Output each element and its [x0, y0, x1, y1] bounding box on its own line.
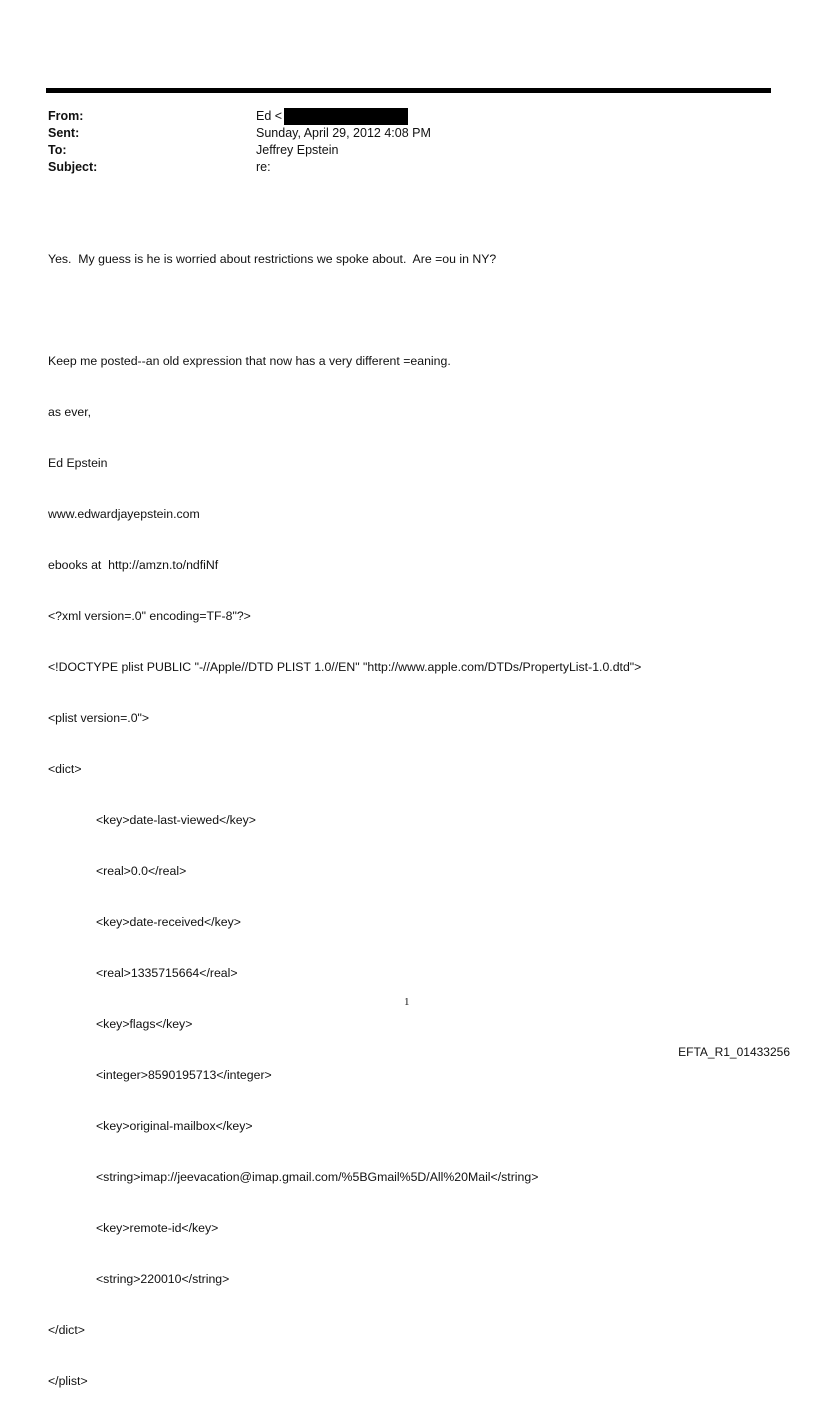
header-rule: [46, 88, 771, 93]
xml-line: <key>remote-id</key>: [96, 1221, 219, 1235]
xml-line: <integer>8590195713</integer>: [96, 1068, 272, 1082]
xml-line: <?xml version=.0" encoding=TF-8"?>: [48, 609, 251, 623]
subject-label: Subject:: [48, 160, 98, 174]
to-label: To:: [48, 143, 67, 157]
xml-line: <string>220010</string>: [96, 1272, 230, 1286]
sent-value: Sunday, April 29, 2012 4:08 PM: [256, 126, 431, 140]
body-line: as ever,: [48, 405, 92, 419]
xml-line: <key>date-received</key>: [96, 915, 241, 929]
sent-label: Sent:: [48, 126, 80, 140]
signature-name: Ed Epstein: [48, 456, 108, 470]
to-value: Jeffrey Epstein: [256, 143, 339, 157]
body-line: Yes. My guess is he is worried about restrictions we spoke about. Are =ou in NY?: [48, 252, 497, 266]
xml-line: <key>date-last-viewed</key>: [96, 813, 256, 827]
from-name: Ed <: [256, 109, 283, 123]
xml-line: <dict>: [48, 762, 82, 776]
redaction-block: [284, 108, 408, 125]
xml-line: </dict>: [48, 1323, 85, 1337]
xml-line: <key>original-mailbox</key>: [96, 1119, 253, 1133]
xml-line: <string>imap://jeevacation@imap.gmail.com/%5BGmail%5D/All%20Mail</string>: [96, 1170, 539, 1184]
xml-line: <plist version=.0">: [48, 711, 150, 725]
body-line: Keep me posted--an old expression that now has a very different =eaning.: [48, 354, 451, 368]
from-label: From:: [48, 109, 84, 123]
xml-line: <!DOCTYPE plist PUBLIC "-//Apple//DTD PLIST 1.0//EN" "http://www.apple.com/DTDs/PropertyList-1.0.dtd">: [48, 660, 642, 674]
xml-line: <key>flags</key>: [96, 1017, 193, 1031]
email-body: [48, 217, 641, 1407]
xml-line: <real>0.0</real>: [96, 864, 187, 878]
from-value: [256, 108, 408, 125]
signature-ebooks: ebooks at http://amzn.to/ndfiNf: [48, 558, 219, 572]
subject-value: re:: [256, 160, 271, 174]
page-number: 1: [404, 996, 410, 1008]
signature-website: www.edwardjayepstein.com: [48, 507, 200, 521]
xml-line: </plist>: [48, 1374, 88, 1388]
xml-line: <real>1335715664</real>: [96, 966, 238, 980]
document-id: EFTA_R1_01433256: [678, 1045, 790, 1059]
